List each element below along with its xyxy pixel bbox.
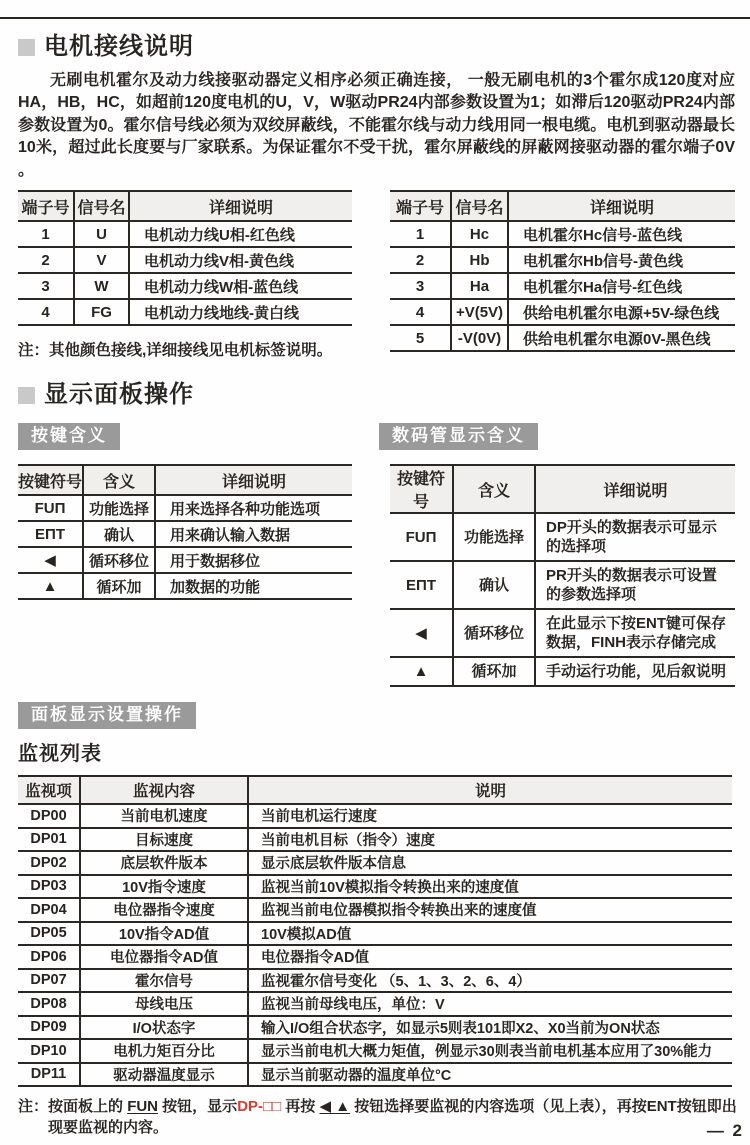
power-table-note: 注：其他颜色接线,详细接线见电机标签说明。 <box>18 342 333 360</box>
table-cell: 4 <box>18 299 74 325</box>
section-title-text: 电机接线说明 <box>44 33 194 60</box>
table-cell: DP01 <box>18 828 80 852</box>
footnote-segment: 再按 <box>281 1098 320 1116</box>
table-cell: DP05 <box>18 922 80 946</box>
table-cell: DP08 <box>18 992 80 1016</box>
table-cell: +V(5V) <box>451 299 508 325</box>
hall-wiring-table <box>390 190 735 352</box>
table-header-row <box>18 191 352 221</box>
table-cell: DP开头的数据表示可显示的选择项 <box>535 513 735 561</box>
table-cell: DP11 <box>18 1063 80 1087</box>
table-row <box>390 513 735 561</box>
table-cell: 电机霍尔Ha信号-红色线 <box>508 273 735 299</box>
table-cell: 显示底层软件版本信息 <box>248 851 732 875</box>
column-header: 含义 <box>83 465 155 495</box>
arrow-buttons-reference: ◀ ▲ <box>319 1098 351 1116</box>
table-row <box>18 573 352 599</box>
wiring-paragraph: 无刷电机霍尔及动力线接驱动器定义相序必须正确连接， 一般无刷电机的3个霍尔成120度对应HA，HB，HC，如超前120度电机的U，V，W驱动PR24内部参数设置为1；如滞后120驱动PR24内部参数设置为0。霍尔信号线必须为双绞屏蔽线，不能霍尔线与动力线用同一根电缆。电机到驱动器最长10米，超过此长度要与厂家联系。为保证霍尔不受干扰，霍尔屏蔽线的屏蔽网接驱动器的霍尔端子0V 。 <box>18 72 735 179</box>
table-cell: Ha <box>451 273 508 299</box>
column-header: 端子号 <box>18 191 74 221</box>
table-cell: 显示当前驱动器的温度单位°C <box>248 1063 732 1087</box>
column-header: 监视内容 <box>80 776 248 804</box>
table-cell: 1 <box>18 221 74 247</box>
digit-table-column <box>390 464 735 687</box>
table-cell: DP06 <box>18 945 80 969</box>
table-cell: 用来确认输入数据 <box>155 521 352 547</box>
table-cell: 功能选择 <box>453 513 535 561</box>
table-cell: FUΠ <box>390 513 453 561</box>
table-cell: I/O状态字 <box>80 1016 248 1040</box>
table-row <box>18 495 352 521</box>
table-row <box>18 521 352 547</box>
table-cell: 用来选择各种功能选项 <box>155 495 352 521</box>
table-cell: 3 <box>390 273 451 299</box>
table-cell: 用于数据移位 <box>155 547 352 573</box>
section-title-motor-wiring <box>18 31 750 63</box>
footnote-segment: 按面板上的 <box>48 1098 128 1116</box>
table-cell: Hc <box>451 221 508 247</box>
table-row <box>18 299 352 325</box>
footnote-segment: 按钮选择要监视的内容选项（见上表），再按ENT按钮即出现要监视的内容。 <box>48 1098 737 1137</box>
footnote-label: 注： <box>18 1098 49 1116</box>
table-row <box>390 221 735 247</box>
digit-label-column <box>379 423 724 450</box>
column-header: 端子号 <box>390 191 451 221</box>
table-cell: 输入I/O组合状态字，如显示5则表101即X2、X0当前为ON状态 <box>248 1016 732 1040</box>
table-cell: 霍尔信号 <box>80 969 248 993</box>
dp-code-reference: DP-□□ <box>237 1098 282 1116</box>
table-cell: 电机动力线W相-蓝色线 <box>129 273 352 299</box>
table-row <box>18 1039 732 1063</box>
table-row <box>390 561 735 609</box>
table-cell: 电机力矩百分比 <box>80 1039 248 1063</box>
table-row <box>390 325 735 351</box>
table-row <box>18 828 732 852</box>
table-row <box>390 609 735 657</box>
table-cell: 10V指令AD值 <box>80 922 248 946</box>
fun-button-reference: FUN <box>127 1098 159 1116</box>
table-cell: 功能选择 <box>83 495 155 521</box>
table-cell: 1 <box>390 221 451 247</box>
table-row <box>18 992 732 1016</box>
table-row <box>390 273 735 299</box>
table-cell: 电机动力线地线-黄白线 <box>129 299 352 325</box>
column-header: 信号名 <box>74 191 129 221</box>
power-table-column <box>18 190 352 360</box>
section-title-display-panel <box>18 379 750 411</box>
digit-display-table <box>390 464 735 687</box>
page-number: — 2 <box>706 1121 744 1140</box>
keys-meaning-label: 按键含义 <box>18 423 120 450</box>
table-cell: 循环加 <box>83 573 155 599</box>
keys-meaning-table <box>18 464 352 600</box>
table-cell: 监视当前母线电压，单位：V <box>248 992 732 1016</box>
table-row <box>18 547 352 573</box>
table-cell: 循环移位 <box>83 547 155 573</box>
table-cell: 显示当前电机大概力矩值，例显示30则表当前电机基本应用了30%能力 <box>248 1039 732 1063</box>
table-cell: Hb <box>451 247 508 273</box>
table-row <box>18 221 352 247</box>
table-row <box>18 1016 732 1040</box>
table-cell: 循环移位 <box>453 609 535 657</box>
table-row <box>18 945 732 969</box>
table-row <box>18 875 732 899</box>
column-header: 信号名 <box>451 191 508 221</box>
column-header: 按键符号 <box>390 465 453 513</box>
table-cell: 5 <box>390 325 451 351</box>
table-cell: EΠT <box>390 561 453 609</box>
table-cell: 循环加 <box>453 657 535 686</box>
column-header: 说明 <box>248 776 732 804</box>
panel-settings-label: 面板显示设置操作 <box>18 702 196 729</box>
table-cell: DP10 <box>18 1039 80 1063</box>
table-cell: 目标速度 <box>80 828 248 852</box>
table-row <box>18 851 732 875</box>
table-cell: 确认 <box>83 521 155 547</box>
table-cell: 电机霍尔Hb信号-黄色线 <box>508 247 735 273</box>
wiring-tables-row <box>18 190 750 360</box>
panel-labels-row <box>18 423 750 450</box>
section-bullet-icon <box>18 39 35 56</box>
keys-table-column <box>18 464 352 600</box>
table-cell: U <box>74 221 129 247</box>
table-cell: DP04 <box>18 898 80 922</box>
footnote-segment: 按钮，显示 <box>158 1098 238 1116</box>
table-row <box>390 299 735 325</box>
monitor-list-title: 监视列表 <box>18 743 102 766</box>
table-cell: DP00 <box>18 804 80 828</box>
table-row <box>18 273 352 299</box>
section-bullet-icon <box>18 387 35 404</box>
table-row <box>18 1063 732 1087</box>
footnote-text <box>48 1096 738 1138</box>
table-row <box>18 969 732 993</box>
column-header: 详细说明 <box>129 191 352 221</box>
table-row <box>390 657 735 686</box>
table-row <box>18 898 732 922</box>
table-cell: FUΠ <box>18 495 83 521</box>
column-header: 详细说明 <box>535 465 735 513</box>
table-header-row <box>18 776 732 804</box>
table-cell: W <box>74 273 129 299</box>
top-divider <box>0 17 750 19</box>
table-cell: 监视当前电位器模拟指令转换出来的速度值 <box>248 898 732 922</box>
table-cell: 在此显示下按ENT键可保存数据，FINH表示存储完成 <box>535 609 735 657</box>
column-header: 含义 <box>453 465 535 513</box>
table-cell: 电位器指令速度 <box>80 898 248 922</box>
table-cell: DP02 <box>18 851 80 875</box>
table-cell: 供给电机霍尔电源+5V-绿色线 <box>508 299 735 325</box>
table-row <box>18 922 732 946</box>
table-cell: 当前电机速度 <box>80 804 248 828</box>
table-cell: 电位器指令AD值 <box>80 945 248 969</box>
table-cell: 10V模拟AD值 <box>248 922 732 946</box>
table-cell: EΠT <box>18 521 83 547</box>
section-title-text: 显示面板操作 <box>44 381 194 409</box>
table-cell: 当前电机运行速度 <box>248 804 732 828</box>
column-header: 详细说明 <box>508 191 735 221</box>
table-cell: 供给电机霍尔电源0V-黑色线 <box>508 325 735 351</box>
table-cell: PR开头的数据表示可设置的参数选择项 <box>535 561 735 609</box>
table-cell: 加数据的功能 <box>155 573 352 599</box>
table-cell: 电位器指令AD值 <box>248 945 732 969</box>
table-cell: 电机动力线V相-黄色线 <box>129 247 352 273</box>
table-cell: ▲ <box>18 573 83 599</box>
power-wiring-table <box>18 190 352 326</box>
table-cell: V <box>74 247 129 273</box>
table-row <box>390 247 735 273</box>
table-cell: 3 <box>18 273 74 299</box>
table-cell: 电机动力线U相-红色线 <box>129 221 352 247</box>
table-cell: ◀ <box>18 547 83 573</box>
table-cell: 当前电机目标（指令）速度 <box>248 828 732 852</box>
digit-display-label: 数码管显示含义 <box>379 423 538 450</box>
footnote <box>18 1096 738 1138</box>
table-cell: -V(0V) <box>451 325 508 351</box>
table-row <box>18 247 352 273</box>
table-cell: FG <box>74 299 129 325</box>
table-cell: ◀ <box>390 609 453 657</box>
table-header-row <box>390 465 735 513</box>
table-cell: 电机霍尔Hc信号-蓝色线 <box>508 221 735 247</box>
panel-tables-row <box>18 464 750 687</box>
hall-table-column <box>390 190 735 352</box>
panel-settings-label-wrap <box>18 702 750 729</box>
table-cell: 确认 <box>453 561 535 609</box>
table-header-row <box>18 465 352 495</box>
table-cell: 底层软件版本 <box>80 851 248 875</box>
table-cell: 2 <box>390 247 451 273</box>
table-cell: DP03 <box>18 875 80 899</box>
table-cell: 2 <box>18 247 74 273</box>
column-header: 详细说明 <box>155 465 352 495</box>
table-header-row <box>390 191 735 221</box>
table-cell: DP07 <box>18 969 80 993</box>
table-row <box>18 804 732 828</box>
column-header: 监视项 <box>18 776 80 804</box>
table-cell: 4 <box>390 299 451 325</box>
table-cell: 监视当前10V模拟指令转换出来的速度值 <box>248 875 732 899</box>
table-cell: 母线电压 <box>80 992 248 1016</box>
table-cell: DP09 <box>18 1016 80 1040</box>
keys-label-column <box>18 423 352 450</box>
column-header: 按键符号 <box>18 465 83 495</box>
table-cell: ▲ <box>390 657 453 686</box>
monitor-list-table <box>18 775 732 1087</box>
table-cell: 手动运行功能，见后叙说明 <box>535 657 735 686</box>
table-cell: 监视霍尔信号变化 （5、1、3、2、6、4） <box>248 969 732 993</box>
table-cell: 驱动器温度显示 <box>80 1063 248 1087</box>
table-cell: 10V指令速度 <box>80 875 248 899</box>
